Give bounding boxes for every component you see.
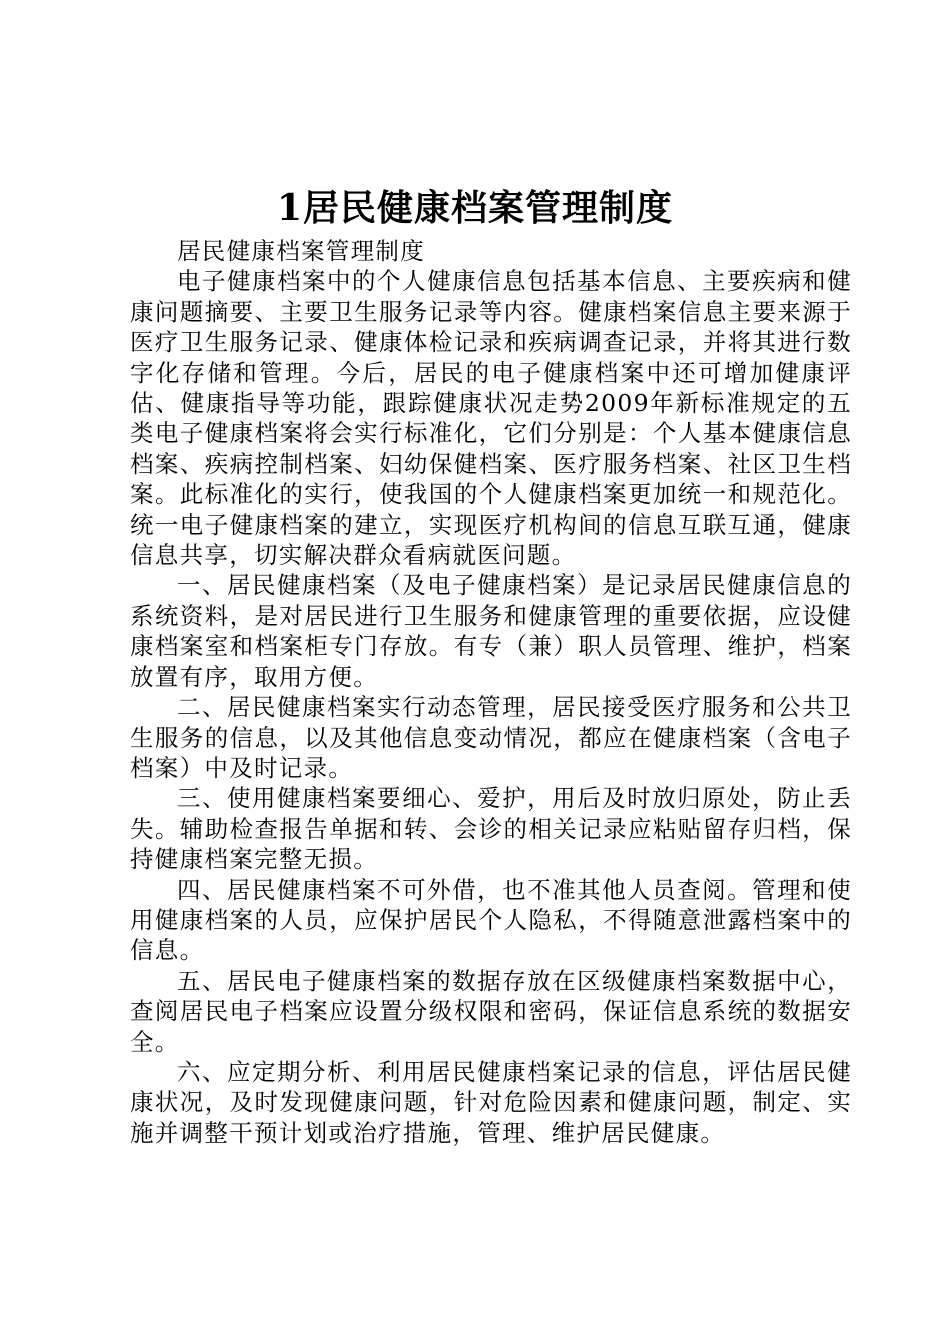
rule-paragraph-2: 二、居民健康档案实行动态管理，居民接受医疗服务和公共卫生服务的信息，以及其他信息变动情况，都应在健康档案（含电子档案）中及时记录。 [130,693,852,782]
rule-paragraph-4: 四、居民健康档案不可外借，也不准其他人员查阅。管理和使用健康档案的人员，应保护居民个人隐私，不得随意泄露档案中的信息。 [130,875,852,965]
subtitle-paragraph: 居民健康档案管理制度 [177,237,425,265]
document-body [130,236,852,1148]
rule-paragraph-3: 三、使用健康档案要细心、爱护，用后及时放归原处，防止丢失。辅助检查报告单据和转、会诊的相关记录应粘贴留存归档，保持健康档案完整无损。 [130,784,852,874]
rule-paragraph-5: 五、居民电子健康档案的数据存放在区级健康档案数据中心，查阅居民电子档案应设置分级权限和密码，保证信息系统的数据安全。 [130,966,852,1056]
document-title: 1居民健康档案管理制度 [276,187,674,229]
rule-paragraph-6: 六、应定期分析、利用居民健康档案记录的信息，评估居民健康状况，及时发现健康问题，针对危险因素和健康问题，制定、实施并调整干预计划或治疗措施，管理、维护居民健康。 [130,1057,852,1147]
intro-paragraph: 电子健康档案中的个人健康信息包括基本信息、主要疾病和健康问题摘要、主要卫生服务记录等内容。健康档案信息主要来源于医疗卫生服务记录、健康体检记录和疾病调查记录，并将其进行数字化存储和管理。今后，居民的电子健康档案中还可增加健康评估、健康指导等功能，跟踪健康状况走势2009年新标准规定的五类电子健康档案将会实行标准化，它们分别是：个人基本健康信息档案、疾病控制档案、妇幼保健档案、医疗服务档案、社区卫生档案。此标准化的实行，使我国的个人健康档案更加统一和规范化。统一电子健康档案的建立，实现医疗机构间的信息互联互通，健康信息共享，切实解决群众看病就医问题。 [130,267,852,570]
rule-paragraph-1: 一、居民健康档案（及电子健康档案）是记录居民健康信息的系统资料，是对居民进行卫生服务和健康管理的重要依据，应设健康档案室和档案柜专门存放。有专（兼）职人员管理、维护，档案放置有序，取用方便。 [130,571,852,691]
